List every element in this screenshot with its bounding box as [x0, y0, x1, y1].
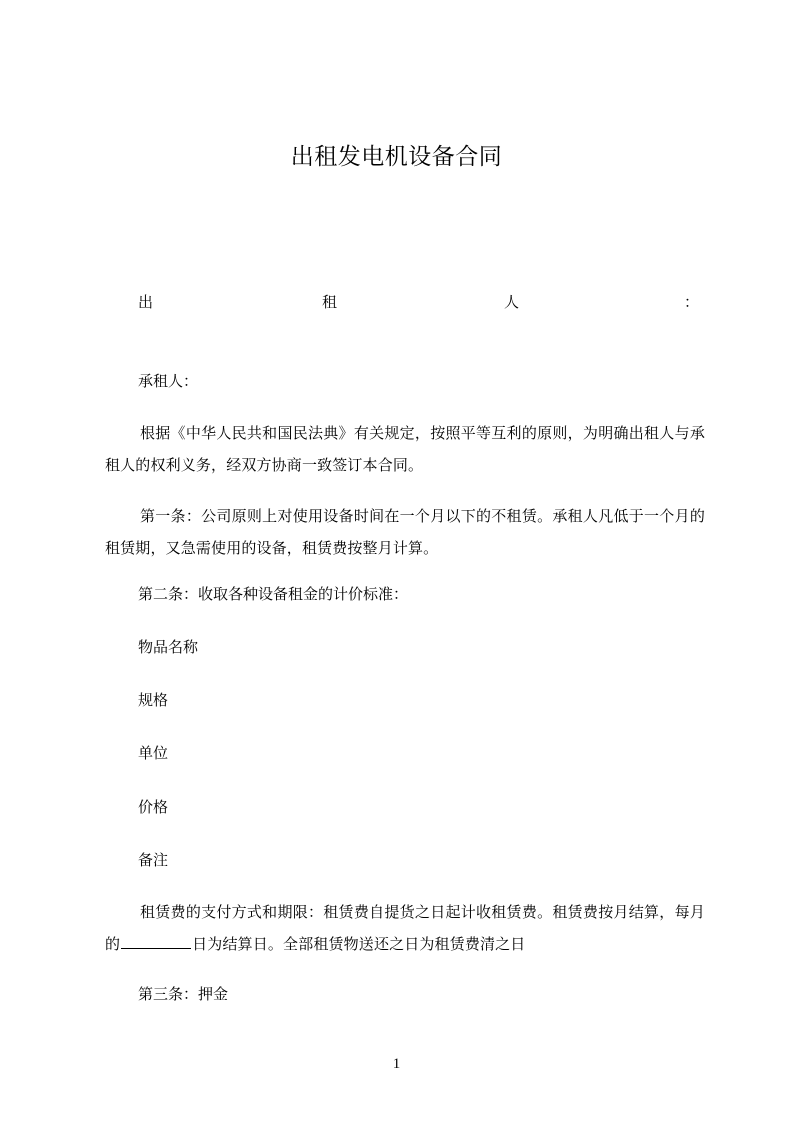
article-2: 第二条：收取各种设备租金的计价标准： — [138, 585, 409, 603]
payment-text-2: 日为结算日。全部租赁物送还之日为租赁费清之日 — [192, 935, 526, 953]
field-price: 价格 — [138, 798, 169, 816]
intro-paragraph: 根据《中华人民共和国民法典》有关规定，按照平等互利的原则，为明确出租人与承租人的权利义务，经双方协商一致签订本合同。 — [105, 424, 705, 474]
lessor-char-1: 出 — [138, 293, 154, 311]
field-unit: 单位 — [138, 744, 169, 762]
page-number: 1 — [392, 1056, 401, 1072]
lessor-char-2: 租 — [322, 293, 338, 311]
article-1: 第一条：公司原则上对使用设备时间在一个月以下的不租赁。承租人凡低于一个月的租赁期，又急需使用的设备，租赁费按整月计算。 — [105, 507, 705, 557]
settlement-day-blank — [121, 934, 191, 949]
article-3: 第三条：押金 — [138, 985, 229, 1003]
field-item-name: 物品名称 — [138, 638, 199, 656]
document-title: 出租发电机设备合同 — [290, 144, 503, 170]
lessor-colon: ： — [684, 293, 700, 311]
lessee-line: 承租人： — [138, 372, 199, 390]
field-spec: 规格 — [138, 691, 169, 709]
payment-paragraph — [105, 896, 705, 960]
field-remarks: 备注 — [138, 851, 169, 869]
payment-text-1: 租赁费的支付方式和期限：租赁费自提货之日起计收租赁费。租赁费按月结算，每月的 — [105, 903, 705, 953]
lessor-char-3: 人 — [504, 293, 520, 311]
lessor-line — [138, 291, 700, 313]
